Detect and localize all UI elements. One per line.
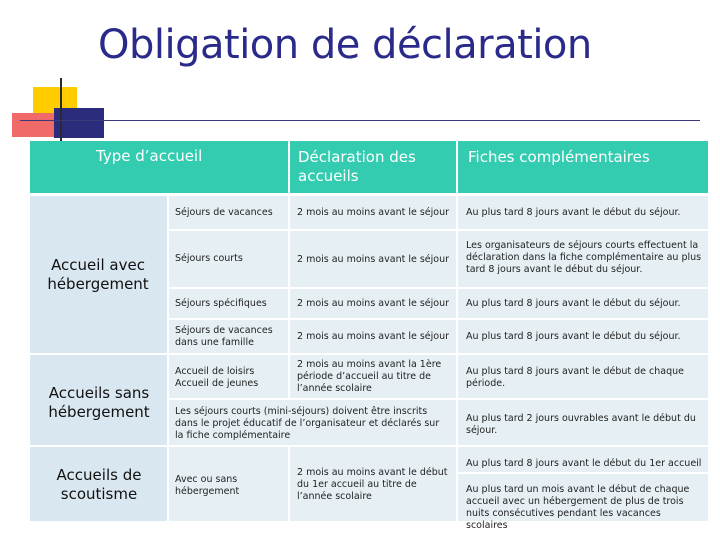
row-3-decl-text: 2 mois au moins avant le séjour — [297, 298, 450, 309]
row-4-fiche-text: Au plus tard 8 jours avant le début du séjour. — [466, 331, 681, 342]
row-1-decl-text: 2 mois au moins avant le séjour — [297, 207, 450, 218]
header-fiches — [458, 141, 708, 193]
row-5-decl-text: 2 mois au moins avant la 1ère période d’accueil au titre de l’année scolaire — [297, 359, 442, 394]
row-7-fiche-a-text: Au plus tard 8 jours avant le début du 1er accueil — [466, 458, 702, 469]
row-6-merged-text: Les séjours courts (mini-séjours) doivent être inscrits dans le projet éducatif de l’organisateur et déclarés sur la fiche complémentaire — [175, 406, 440, 441]
row-2-fiche-text: Les organisateurs de séjours courts effectuent la déclaration dans la fiche complémentaire au plus tard 8 jours avant le début du séjour. — [466, 240, 702, 275]
header-declaration — [290, 141, 456, 193]
decorative-vertical-line — [60, 78, 62, 150]
group-label-hebergement: Accueil avec hébergement — [47, 256, 149, 293]
slide-title: Obligation de déclaration — [98, 22, 592, 68]
header-declaration-label: Déclaration des accueils — [298, 148, 416, 185]
row-5-sub-line2: Accueil de jeunes — [175, 378, 259, 389]
header-type-label: Type d’accueil — [96, 147, 203, 165]
header-type-accueil — [30, 141, 288, 193]
row-1-sub-text: Séjours de vacances — [175, 207, 273, 218]
row-7-decl-text: 2 mois au moins avant le début du 1er accueil au titre de l’année scolaire — [297, 467, 448, 502]
decorative-horizontal-line — [20, 120, 700, 121]
row-4-sub-text: Séjours de vacances dans une famille — [175, 325, 273, 348]
row-4-decl-text: 2 mois au moins avant le séjour — [297, 331, 450, 342]
row-3-sub-text: Séjours spécifiques — [175, 298, 267, 309]
row-2-sub-text: Séjours courts — [175, 253, 243, 264]
row-2-decl-text: 2 mois au moins avant le séjour — [297, 254, 450, 265]
group-label-sans-hebergement: Accueils sans hébergement — [48, 384, 150, 421]
row-7-fiche-b-text: Au plus tard un mois avant le début de chaque accueil avec un hébergement de plus de trois nuits consécutives pendant les vacances scolaires — [466, 484, 690, 531]
row-5-fiche-text: Au plus tard 8 jours avant le début de chaque période. — [466, 366, 685, 389]
decorative-red-bar — [12, 113, 54, 137]
row-7-sub-text: Avec ou sans hébergement — [175, 474, 240, 497]
group-label-scoutisme: Accueils de scoutisme — [56, 466, 142, 503]
row-6-fiche-text: Au plus tard 2 jours ouvrables avant le début du séjour. — [466, 413, 696, 436]
header-fiches-label: Fiches complémentaires — [468, 148, 650, 166]
row-1-fiche-text: Au plus tard 8 jours avant le début du séjour. — [466, 207, 681, 218]
row-3-fiche-text: Au plus tard 8 jours avant le début du séjour. — [466, 298, 681, 309]
row-5-sub-line1: Accueil de loisirs — [175, 366, 255, 377]
